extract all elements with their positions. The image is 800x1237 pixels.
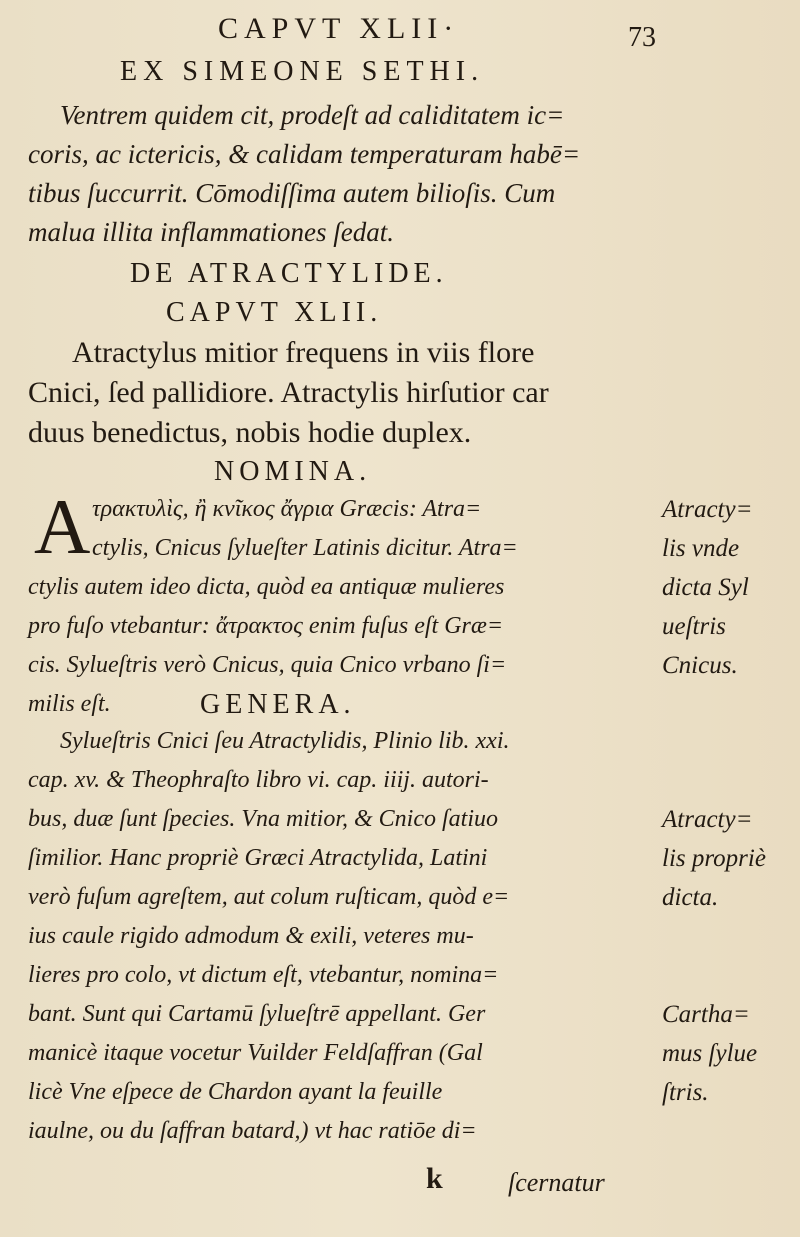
para1-line-2: coris, ac ictericis, & calidam temperaturam habē= bbox=[28, 139, 581, 169]
genera-line-8: bant. Sunt qui Cartamū ſylueſtrē appellant. Ger bbox=[28, 1001, 486, 1027]
drop-cap-initial: A bbox=[34, 483, 91, 570]
para1-line-1: Ventrem quidem cit, prodeſt ad caliditatem ic= bbox=[60, 100, 565, 130]
genera-line-4: ſimilior. Hanc propriè Græci Atractylida, Latini bbox=[28, 845, 488, 871]
para1-line-3: tibus ſuccurrit. Cōmodiſſima autem bilioſis. Cum bbox=[28, 178, 556, 208]
margin-note-3-line-3: ſtris. bbox=[662, 1079, 709, 1106]
nomina-line-1: τρακτυλὶς, ἢ κνῖκος ἄγρια Græcis: Atra= bbox=[92, 496, 482, 522]
genera-line-10: licè Vne eſpece de Chardon ayant la feuille bbox=[28, 1079, 443, 1105]
section-title: DE ATRACTYLIDE. bbox=[130, 258, 448, 289]
genera-line-5: verò fuſum agreſtem, aut colum ruſticam, quòd e= bbox=[28, 884, 510, 910]
subtitle: EX SIMEONE SETHI. bbox=[120, 56, 485, 87]
genera-line-2: cap. xv. & Theophraſto libro vi. cap. iiij. autori- bbox=[28, 767, 489, 793]
margin-note-2-line-1: Atracty= bbox=[662, 806, 753, 833]
genera-line-1: Sylueſtris Cnici ſeu Atractylidis, Plinio lib. xxi. bbox=[60, 728, 510, 754]
margin-note-2-line-2: lis propriè bbox=[662, 845, 766, 872]
running-title: CAPVT XLII· bbox=[218, 12, 460, 45]
nomina-title: NOMINA. bbox=[214, 456, 372, 487]
margin-note-1-line-1: Atracty= bbox=[662, 496, 753, 523]
genera-line-3: bus, duæ ſunt ſpecies. Vna mitior, & Cnico ſatiuo bbox=[28, 806, 498, 832]
margin-note-1-line-5: Cnicus. bbox=[662, 652, 738, 679]
para1-line-4: malua illita inflammationes ſedat. bbox=[28, 217, 394, 247]
page-number: 73 bbox=[628, 22, 656, 53]
margin-note-1-line-4: ueſtris bbox=[662, 613, 726, 640]
nomina-line-2: ctylis, Cnicus ſylueſter Latinis dicitur. Atra= bbox=[92, 535, 518, 561]
genera-title: GENERA. bbox=[200, 689, 356, 720]
genera-line-11: iaulne, ou du ſaffran batard,) vt hac ratiōe di= bbox=[28, 1118, 477, 1144]
chapter-title: CAPVT XLII. bbox=[166, 297, 383, 328]
nomina-line-5: cis. Sylueſtris verò Cnicus, quia Cnico vrbano ſi= bbox=[28, 652, 507, 678]
margin-note-1-line-3: dicta Syl bbox=[662, 574, 749, 601]
para2-line-1: Atractylus mitior frequens in viis flore bbox=[72, 336, 535, 369]
signature-mark: k bbox=[426, 1162, 443, 1195]
margin-note-1-line-2: lis vnde bbox=[662, 535, 740, 562]
genera-line-9: manicè itaque vocetur Vuilder Feldſaffran (Gal bbox=[28, 1040, 483, 1066]
margin-note-2-line-3: dicta. bbox=[662, 884, 719, 911]
para2-line-2: Cnici, ſed pallidiore. Atractylis hirſutior car bbox=[28, 376, 549, 409]
genera-line-7: lieres pro colo, vt dictum eſt, vtebantur, nomina= bbox=[28, 962, 499, 988]
margin-note-3-line-1: Cartha= bbox=[662, 1001, 750, 1028]
margin-note-3-line-2: mus ſylue bbox=[662, 1040, 758, 1067]
para2-line-3: duus benedictus, nobis hodie duplex. bbox=[28, 416, 472, 449]
genera-line-6: ius caule rigido admodum & exili, veteres mu- bbox=[28, 923, 474, 949]
nomina-line-4: pro fuſo vtebantur: ἄτρακτος enim fuſus eſt Græ= bbox=[28, 613, 504, 639]
nomina-line-6: milis eſt. bbox=[28, 691, 111, 717]
catchword: ſcernatur bbox=[508, 1168, 605, 1197]
nomina-line-3: ctylis autem ideo dicta, quòd ea antiquæ mulieres bbox=[28, 574, 505, 600]
